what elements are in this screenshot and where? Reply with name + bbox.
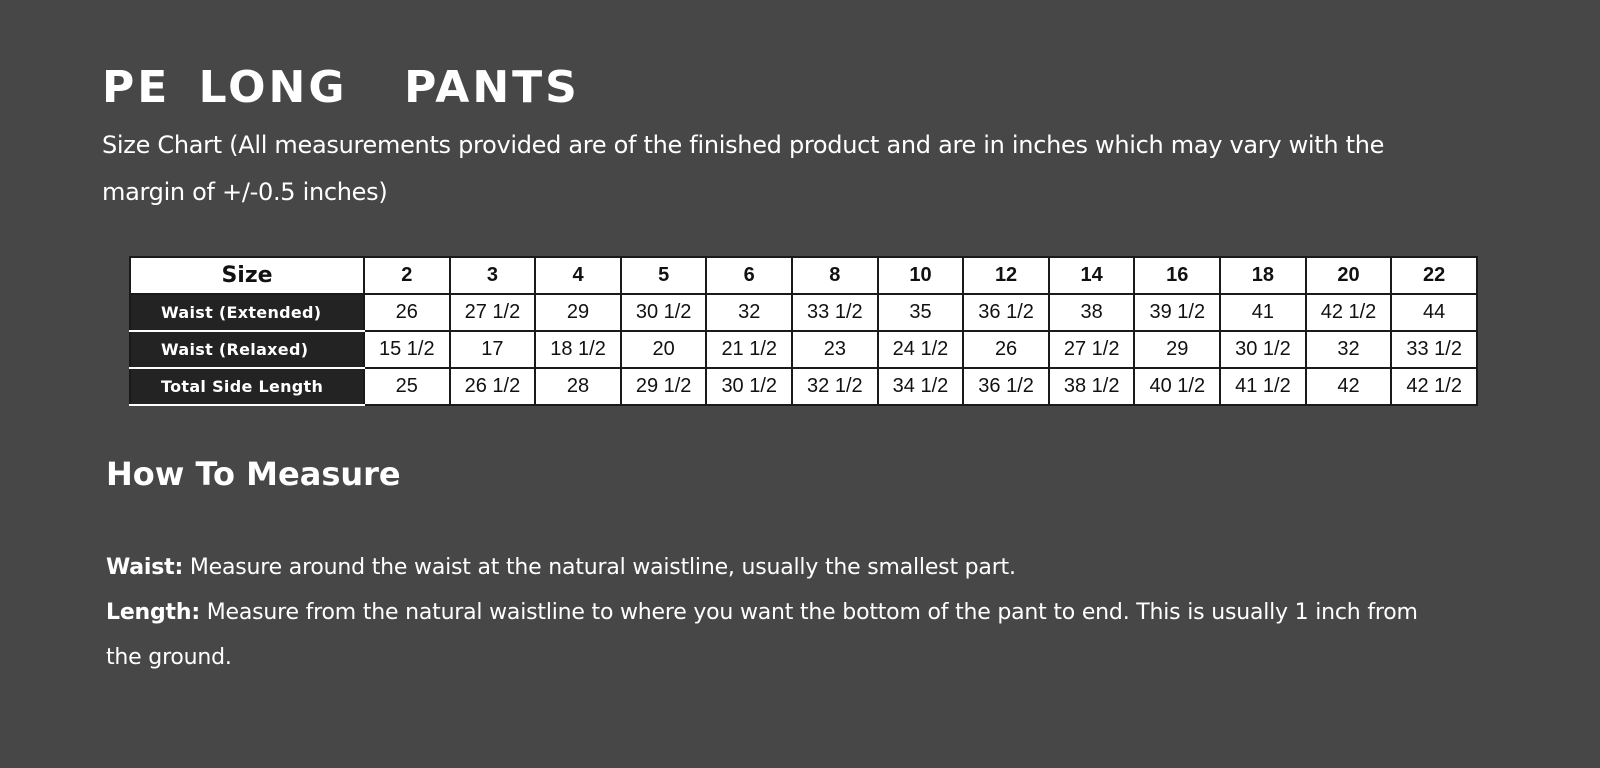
table-cell: 30 1/2 <box>1220 331 1306 368</box>
table-cell: 32 <box>706 294 792 331</box>
length-description: Measure from the natural waistline to where you want the bottom of the pant to end. This is usually 1 inch from the ground. <box>106 600 1418 670</box>
row-label: Waist (Extended) <box>130 294 364 331</box>
size-column-header: 22 <box>1391 257 1477 294</box>
table-cell: 26 <box>963 331 1049 368</box>
size-column-header: 3 <box>450 257 536 294</box>
size-column-header: 16 <box>1134 257 1220 294</box>
size-column-header: 14 <box>1049 257 1135 294</box>
waist-term: Waist: <box>106 555 184 580</box>
size-column-header: 6 <box>706 257 792 294</box>
table-cell: 36 1/2 <box>963 368 1049 405</box>
table-cell: 35 <box>878 294 964 331</box>
size-header-cell: Size <box>130 257 364 294</box>
table-cell: 38 <box>1049 294 1135 331</box>
size-column-header: 10 <box>878 257 964 294</box>
table-cell: 20 <box>621 331 707 368</box>
row-label: Total Side Length <box>130 368 364 405</box>
size-column-header: 8 <box>792 257 878 294</box>
table-cell: 33 1/2 <box>1391 331 1477 368</box>
size-chart-table <box>129 256 1478 406</box>
table-cell: 34 1/2 <box>878 368 964 405</box>
table-cell: 15 1/2 <box>364 331 450 368</box>
table-cell: 27 1/2 <box>1049 331 1135 368</box>
waist-instruction <box>106 545 1446 590</box>
table-cell: 23 <box>792 331 878 368</box>
size-column-header: 12 <box>963 257 1049 294</box>
table-cell: 41 <box>1220 294 1306 331</box>
table-cell: 26 <box>364 294 450 331</box>
size-chart-note: Size Chart (All measurements provided are of the finished product and are in inches which may vary with the margin of +/-0.5 inches) <box>102 131 1385 206</box>
table-row-waist-extended <box>130 294 1477 331</box>
table-row-waist-relaxed <box>130 331 1477 368</box>
how-to-measure-heading: How To Measure <box>106 455 401 493</box>
row-label: Waist (Relaxed) <box>130 331 364 368</box>
table-cell: 40 1/2 <box>1134 368 1220 405</box>
size-column-header: 4 <box>535 257 621 294</box>
table-cell: 29 <box>535 294 621 331</box>
table-cell: 42 1/2 <box>1391 368 1477 405</box>
table-cell: 24 1/2 <box>878 331 964 368</box>
table-cell: 25 <box>364 368 450 405</box>
table-cell: 26 1/2 <box>450 368 536 405</box>
size-column-header: 20 <box>1306 257 1392 294</box>
waist-description: Measure around the waist at the natural waistline, usually the smallest part. <box>189 555 1016 580</box>
table-cell: 21 1/2 <box>706 331 792 368</box>
table-cell: 30 1/2 <box>706 368 792 405</box>
table-cell: 38 1/2 <box>1049 368 1135 405</box>
table-cell: 39 1/2 <box>1134 294 1220 331</box>
table-cell: 32 <box>1306 331 1392 368</box>
table-cell: 42 <box>1306 368 1392 405</box>
table-row-total-side-length <box>130 368 1477 405</box>
length-instruction <box>106 590 1446 680</box>
table-cell: 17 <box>450 331 536 368</box>
size-column-header: 5 <box>621 257 707 294</box>
table-cell: 44 <box>1391 294 1477 331</box>
table-cell: 41 1/2 <box>1220 368 1306 405</box>
table-cell: 33 1/2 <box>792 294 878 331</box>
table-cell: 32 1/2 <box>792 368 878 405</box>
table-cell: 27 1/2 <box>450 294 536 331</box>
measure-instructions <box>106 545 1446 680</box>
table-cell: 36 1/2 <box>963 294 1049 331</box>
table-cell: 29 <box>1134 331 1220 368</box>
table-cell: 28 <box>535 368 621 405</box>
size-column-header: 18 <box>1220 257 1306 294</box>
size-column-header: 2 <box>364 257 450 294</box>
table-cell: 29 1/2 <box>621 368 707 405</box>
table-cell: 42 1/2 <box>1306 294 1392 331</box>
table-header-row <box>130 257 1477 294</box>
table-cell: 30 1/2 <box>621 294 707 331</box>
length-term: Length: <box>106 600 200 625</box>
table-cell: 18 1/2 <box>535 331 621 368</box>
page-title: PE LONG PANTS <box>102 62 580 113</box>
